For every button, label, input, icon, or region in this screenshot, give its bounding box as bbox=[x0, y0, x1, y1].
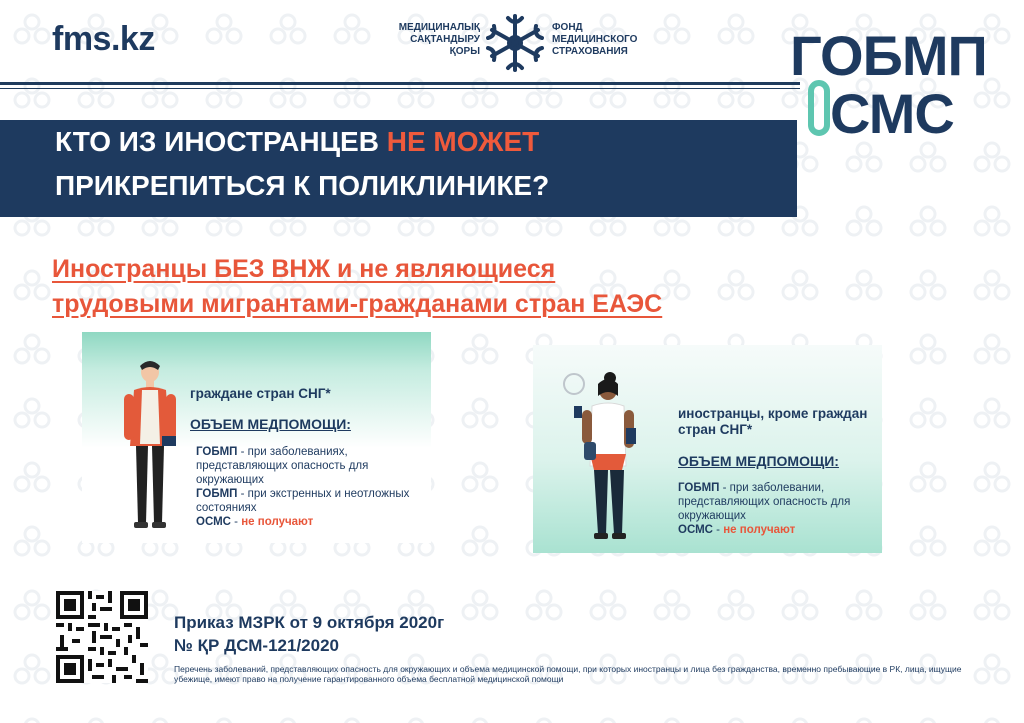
fund-name-ru: ФОНД МЕДИЦИНСКОГО СТРАХОВАНИЯ bbox=[552, 22, 638, 57]
header-divider bbox=[0, 82, 800, 85]
order-footnote: Перечень заболеваний, представляющих опасность для окружающих и объема медицинской помощи, при которых иностранцы и лица без гражданства, временно пребывающие в РК, лица, ищущие убежище, имеют право на получение гарантированного объема бесплатной медицинской помощи bbox=[174, 664, 962, 684]
site-logo: fms.kz bbox=[52, 20, 155, 58]
card1-item-2: ГОБМП - при экстренных и неотложных состояниях bbox=[196, 488, 410, 514]
person-illustration bbox=[112, 358, 184, 533]
fund-emblem-icon bbox=[482, 10, 548, 76]
program-logo bbox=[790, 24, 1000, 148]
card2-volume-label: ОБЪЕМ МЕДПОМОЩИ: bbox=[678, 453, 839, 469]
order-title-line2: № ҚР ДСМ-121/2020 bbox=[174, 636, 340, 655]
qr-code-icon[interactable] bbox=[56, 591, 148, 683]
card2-details bbox=[678, 481, 878, 537]
card1-item-1: ГОБМП - при заболеваниях, представляющих опасность для окружающих bbox=[196, 446, 369, 486]
banner-accent: НЕ МОЖЕТ bbox=[386, 126, 540, 157]
card1-who: граждане стран СНГ* bbox=[190, 386, 331, 401]
card1-details bbox=[196, 445, 426, 529]
card2-item-1: ГОБМП - при заболевании, представляющих опасность для окружающих bbox=[678, 482, 851, 522]
card2-osms: ОСМС - не получают bbox=[678, 524, 796, 536]
fund-logo bbox=[380, 10, 650, 80]
fund-name-kz: МЕДИЦИНАЛЫҚ САҚТАНДЫРУ ҚОРЫ bbox=[398, 22, 480, 57]
person-illustration-2 bbox=[560, 370, 640, 542]
banner-title-line1: КТО ИЗ ИНОСТРАНЦЕВ НЕ МОЖЕТ bbox=[55, 126, 540, 157]
card1-volume-label: ОБЪЕМ МЕДПОМОЩИ: bbox=[190, 416, 351, 432]
program-logo-top: ГОБМП bbox=[790, 24, 987, 87]
order-title-line1: Приказ МЗРК от 9 октября 2020г bbox=[174, 613, 445, 632]
banner-title-line2: ПРИКРЕПИТЬСЯ К ПОЛИКЛИНИКЕ? bbox=[55, 170, 550, 201]
subtitle-line1: Иностранцы БЕЗ ВНЖ и не являющиеся bbox=[52, 255, 556, 283]
program-logo-bottom: СМС bbox=[830, 82, 954, 145]
subtitle-line2: трудовыми мигрантами-гражданами стран ЕАЭС bbox=[52, 290, 663, 318]
header-divider-thin bbox=[0, 88, 800, 89]
card2-who: иностранцы, кроме граждан стран СНГ* bbox=[678, 406, 868, 437]
card1-osms: ОСМС - не получают bbox=[196, 516, 314, 528]
program-logo-ring bbox=[808, 80, 830, 136]
